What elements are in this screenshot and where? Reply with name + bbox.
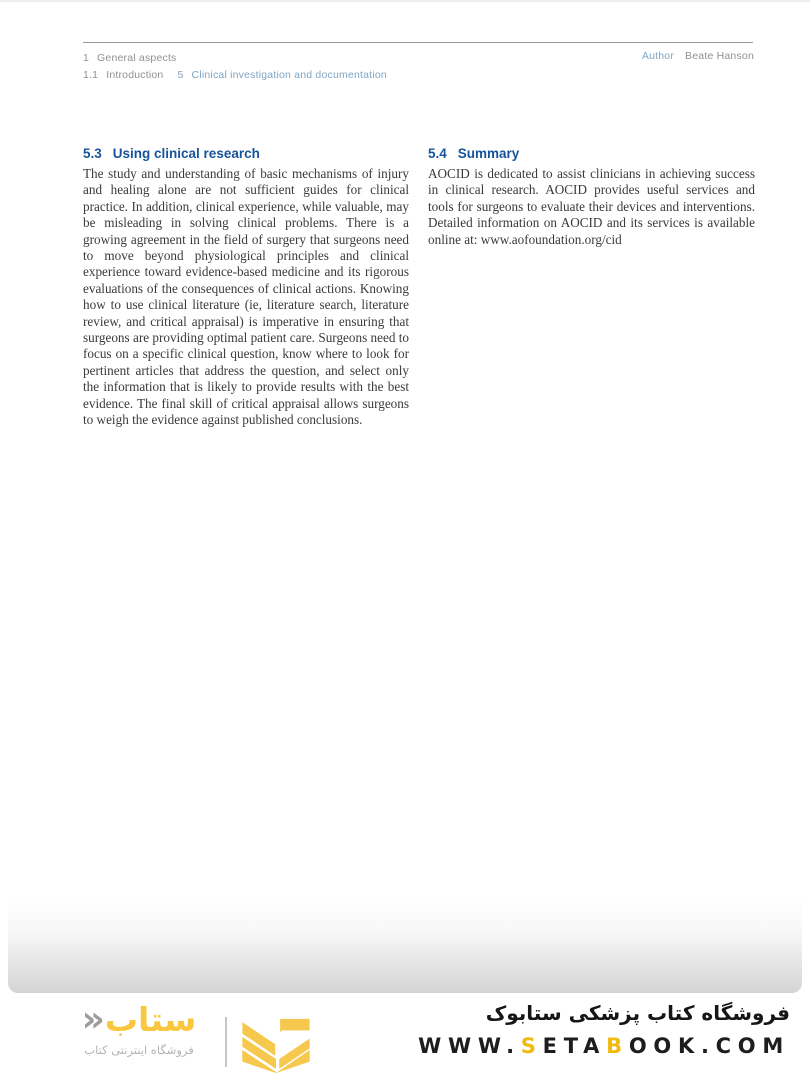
section-title: Introduction [106,69,164,81]
subsection-title: Clinical investigation and documentation [191,69,387,81]
section-number: 1.1 [83,69,99,81]
running-header-right [642,50,754,62]
section-line [83,67,387,84]
chevron-emblem-icon [238,1009,314,1073]
author-label: Author [641,50,675,62]
subsection-number: 5 [177,69,184,81]
section-heading-number: 5.4 [428,146,447,161]
header-rule [83,42,753,43]
section-heading-5-4 [428,146,755,162]
logo-divider [225,1017,227,1067]
wordmark-chevron-glyph: « [81,999,105,1040]
section-body-5-3: The study and understanding of basic mechanisms of injury and healing alone are not sufficient guides for clinical practice. In addition, clinical experience, while valuable, may be misleading in solving clinical problems. There is a growing agreement in the field of surgery that surgeons need to move beyond physiological principles and clinical experience toward evidence-based medicine and its rigorous evaluations of the consequences of clinical actions. Knowing how to use clinical literature (ie, literature search, literature review, and critical appraisal) is imperative in ensuring that surgeons are providing optimal patient care. Surgeons need to focus on a specific clinical question, know where to look for pertinent articles that address the question, and select only the information that is likely to provide results with the best evidence. The final skill of critical appraisal allows surgeons to weigh the evidence against published conclusions. [83,166,409,428]
author-name: Beate Hanson [685,50,754,62]
section-heading-title: Using clinical research [112,146,260,161]
column-right [428,146,755,248]
section-heading-title: Summary [457,146,520,161]
store-title-persian: فروشگاه کتاب پزشکی ستابوک [485,1001,790,1025]
section-body-5-4: AOCID is dedicated to assist clinicians in achieving success in clinical research. AOCID provides useful services and tools for surgeons to evaluate their devices and interventions. Detailed information on AOCID and its services is available online at: www.aofoundation.org/cid [428,166,755,247]
page-top-edge [0,0,810,2]
chapter-title: General aspects [97,52,177,64]
section-heading-number: 5.3 [83,146,102,161]
running-header-left [83,50,387,84]
wordmark-text: ستاب [104,1000,197,1039]
setabook-logo [58,999,220,1057]
website-url: WWW.SETABOOK.COM [418,1034,790,1058]
chapter-line [83,50,387,67]
setabook-wordmark [58,999,220,1041]
logo-tagline: فروشگاه اینترنتی کتاب [84,1043,194,1057]
column-left [83,146,409,429]
store-info [418,999,790,1058]
section-heading-5-3 [83,146,409,162]
page-bottom-shadow [8,893,802,993]
chapter-number: 1 [83,52,90,64]
footer-banner [0,993,810,1080]
